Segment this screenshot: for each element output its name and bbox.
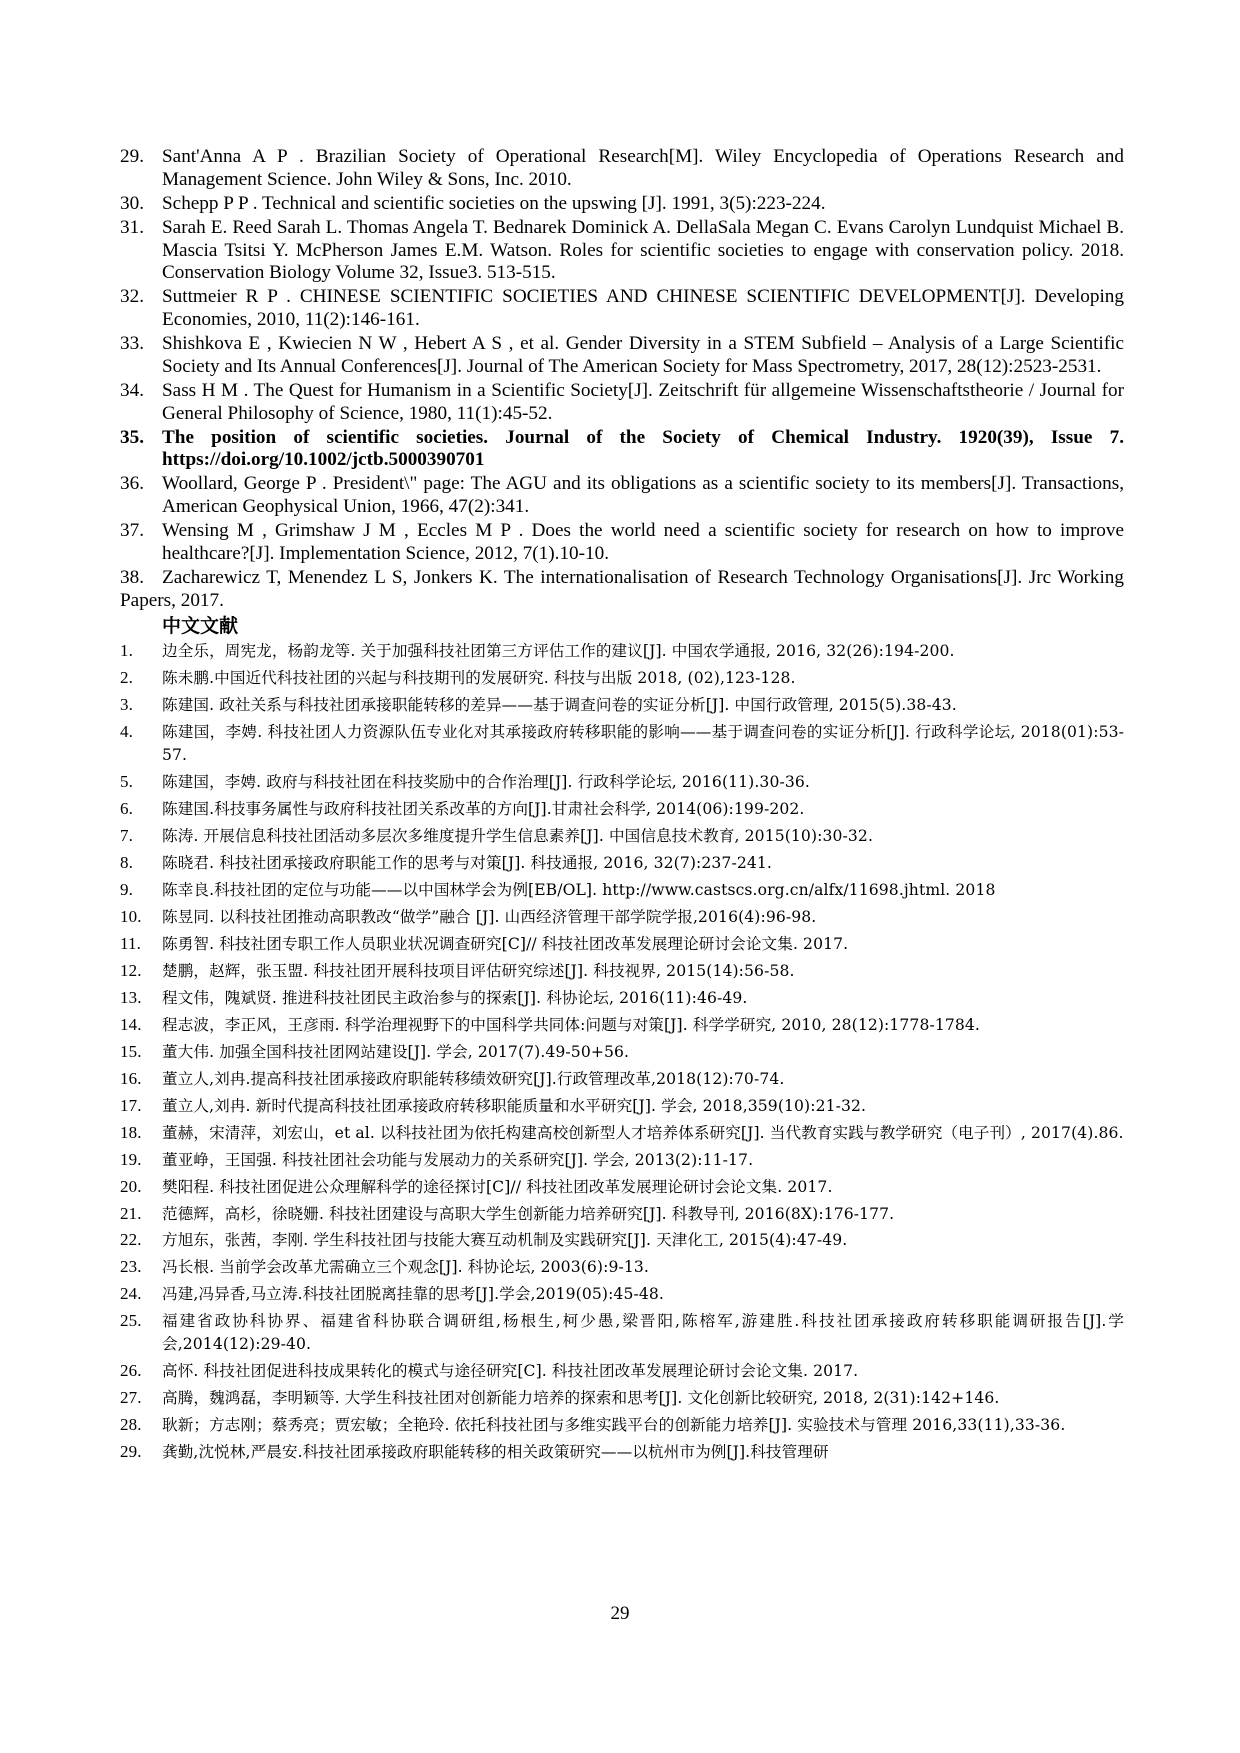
reference-item bbox=[120, 1229, 1124, 1252]
reference-number: 20. bbox=[120, 1176, 142, 1196]
reference-text: 陈建国. 政社关系与科技社团承接职能转移的差异——基于调查问卷的实证分析[J]. 中国行政管理, 2015(5).38-43. bbox=[162, 696, 957, 715]
reference-item bbox=[120, 146, 1124, 191]
reference-item bbox=[120, 1068, 1124, 1091]
reference-item bbox=[120, 1414, 1124, 1437]
reference-item bbox=[120, 933, 1124, 956]
reference-item bbox=[120, 473, 1124, 518]
reference-text: 龚勤,沈悦林,严晨安.科技社团承接政府职能转移的相关政策研究——以杭州市为例[J].科技管理研 bbox=[162, 1442, 829, 1461]
reference-text: 陈建国，李娉. 政府与科技社团在科技奖励中的合作治理[J]. 行政科学论坛, 2016(11).30-36. bbox=[162, 772, 810, 791]
page-number: 29 bbox=[610, 1603, 630, 1624]
reference-item bbox=[120, 520, 1124, 565]
reference-number: 17. bbox=[120, 1095, 142, 1115]
reference-text: 陈幸良.科技社团的定位与功能——以中国林学会为例[EB/OL]. http://www.castscs.org.cn/alfx/11698.jhtml. 2018 bbox=[162, 880, 996, 899]
reference-text: 陈涛. 开展信息科技社团活动多层次多维度提升学生信息素养[J]. 中国信息技术教育, 2015(10):30-32. bbox=[162, 826, 874, 845]
reference-item bbox=[120, 1360, 1124, 1383]
reference-number: 15. bbox=[120, 1041, 142, 1061]
reference-text: Sant'Anna A P . Brazilian Society of Operational Research[M]. Wiley Encyclopedia of Operations Research and Management Science. John Wiley & Sons, Inc. 2010. bbox=[162, 146, 1124, 190]
reference-item bbox=[120, 721, 1124, 766]
reference-item bbox=[120, 1441, 1124, 1464]
reference-number: 29. bbox=[120, 146, 144, 167]
reference-text: 冯长根. 当前学会改革尤需确立三个观念[J]. 科协论坛, 2003(6):9-13. bbox=[162, 1258, 649, 1277]
reference-item bbox=[120, 1014, 1124, 1037]
reference-text: Suttmeier R P . CHINESE SCIENTIFIC SOCIETIES AND CHINESE SCIENTIFIC DEVELOPMENT[J]. Developing Economies, 2010, 11(2):146-161. bbox=[162, 286, 1124, 330]
reference-number: 28. bbox=[120, 1414, 142, 1434]
reference-number: 1. bbox=[120, 641, 133, 661]
reference-text: 董立人,刘冉. 新时代提高科技社团承接政府转移职能质量和水平研究[J]. 学会, 2018,359(10):21-32. bbox=[162, 1096, 867, 1115]
reference-text: 董大伟. 加强全国科技社团网站建设[J]. 学会, 2017(7).49-50+56. bbox=[162, 1042, 630, 1061]
reference-number: 21. bbox=[120, 1203, 142, 1223]
reference-number: 7. bbox=[120, 825, 133, 845]
reference-text: 冯建,冯异香,马立涛.科技社团脱离挂靠的思考[J].学会,2019(05):45-48. bbox=[162, 1285, 664, 1304]
reference-item bbox=[120, 640, 1124, 663]
reference-list bbox=[120, 146, 1124, 1468]
reference-number: 19. bbox=[120, 1149, 142, 1169]
reference-item bbox=[120, 1122, 1124, 1145]
reference-item bbox=[120, 1041, 1124, 1064]
reference-item bbox=[120, 380, 1124, 425]
reference-number: 30. bbox=[120, 192, 144, 214]
reference-text: Sass H M . The Quest for Humanism in a Scientific Society[J]. Zeitschrift für allgemeine Wissenschaftstheorie / Journal for General Philosophy of Science, 1980, 11(1):45-52. bbox=[162, 379, 1124, 424]
reference-text: 楚鹏，赵辉，张玉盟. 科技社团开展科技项目评估研究综述[J]. 科技视界, 2015(14):56-58. bbox=[162, 961, 795, 980]
reference-number: 35. bbox=[120, 426, 144, 448]
reference-text: 陈昱同. 以科技社团推动高职教改“做学”融合 [J]. 山西经济管理干部学院学报,2016(4):96-98. bbox=[162, 907, 817, 926]
reference-item bbox=[120, 1310, 1124, 1355]
reference-item bbox=[120, 427, 1124, 472]
reference-item bbox=[120, 852, 1124, 875]
reference-item bbox=[120, 333, 1124, 378]
reference-number: 3. bbox=[120, 695, 133, 715]
reference-item bbox=[120, 771, 1124, 794]
reference-text: 方旭东，张茜，李刚. 学生科技社团与技能大赛互动机制及实践研究[J]. 天津化工, 2015(4):47-49. bbox=[162, 1231, 848, 1250]
reference-text: Wensing M , Grimshaw J M , Eccles M P . Does the world need a scientific society for research on how to improve healthcare?[J]. Implementation Science, 2012, 7(1).10-10. bbox=[162, 520, 1124, 564]
reference-text: 陈勇智. 科技社团专职工作人员职业状况调查研究[C]// 科技社团改革发展理论研讨会论文集. 2017. bbox=[162, 934, 849, 953]
reference-item bbox=[120, 694, 1124, 717]
reference-text: 董立人,刘冉.提高科技社团承接政府职能转移绩效研究[J].行政管理改革,2018(12):70-74. bbox=[162, 1069, 785, 1088]
reference-text: 陈晓君. 科技社团承接政府职能工作的思考与对策[J]. 科技通报, 2016, 32(7):237-241. bbox=[162, 853, 772, 872]
reference-number: 11. bbox=[120, 933, 141, 953]
reference-number: 9. bbox=[120, 879, 133, 899]
reference-text: 陈建国.科技事务属性与政府科技社团关系改革的方向[J].甘肃社会科学, 2014(06):199-202. bbox=[162, 799, 805, 818]
reference-item bbox=[120, 798, 1124, 821]
reference-number: 27. bbox=[120, 1388, 142, 1407]
reference-number: 18. bbox=[120, 1122, 142, 1142]
reference-item bbox=[120, 286, 1124, 331]
reference-item bbox=[120, 825, 1124, 848]
reference-item bbox=[120, 1203, 1124, 1226]
reference-number: 10. bbox=[120, 906, 142, 926]
reference-text: 樊阳程. 科技社团促进公众理解科学的途径探讨[C]// 科技社团改革发展理论研讨会论文集. 2017. bbox=[162, 1177, 833, 1196]
reference-number: 13. bbox=[120, 987, 142, 1007]
reference-number: 34. bbox=[120, 379, 144, 401]
reference-item bbox=[120, 1149, 1124, 1172]
reference-number: 29. bbox=[120, 1441, 142, 1461]
reference-number: 16. bbox=[120, 1068, 142, 1088]
reference-item bbox=[120, 1283, 1124, 1306]
reference-text: 陈未鹏.中国近代科技社团的兴起与科技期刊的发展研究. 科技与出版 2018, (02),123-128. bbox=[162, 669, 796, 688]
english-references bbox=[120, 146, 1124, 612]
reference-text: 高腾，魏鸿磊，李明颖等. 大学生科技社团对创新能力培养的探索和思考[J]. 文化创新比较研究, 2018, 2(31):142+146. bbox=[162, 1389, 1000, 1407]
reference-text: Woollard, George P . President\" page: The AGU and its obligations as a scientific society to its members[J]. Transactions, American Geophysical Union, 1966, 47(2):341. bbox=[162, 473, 1124, 518]
reference-number: 37. bbox=[120, 520, 144, 542]
reference-number: 6. bbox=[120, 798, 133, 818]
reference-number: 26. bbox=[120, 1361, 142, 1381]
reference-item bbox=[120, 960, 1124, 983]
reference-item bbox=[120, 1176, 1124, 1199]
reference-item bbox=[120, 1095, 1124, 1118]
reference-text: The position of scientific societies. Journal of the Society of Chemical Industry. 1920(39), Issue 7. https://doi.org/10.1002/jctb.5000390701 bbox=[162, 426, 1124, 471]
reference-item bbox=[120, 987, 1124, 1010]
reference-number: 23. bbox=[120, 1257, 142, 1277]
reference-number: 32. bbox=[120, 286, 144, 308]
reference-number: 38. bbox=[120, 567, 144, 589]
reference-text: 范德辉，高杉，徐晓姗. 科技社团建设与高职大学生创新能力培养研究[J]. 科教导刊, 2016(8X):176-177. bbox=[162, 1204, 895, 1223]
reference-text: Sarah E. Reed Sarah L. Thomas Angela T. Bednarek Dominick A. DellaSala Megan C. Evans Carolyn Lundquist Michael B. Mascia Tsitsi Y. McPherson James E.M. Watson. Roles for scientific societies to engage with conservation policy. 2018. Conservation Biology Volume 32, Issue3. 513-515. bbox=[162, 216, 1124, 284]
chinese-references bbox=[120, 640, 1124, 1463]
reference-text: 福建省政协科协界、福建省科协联合调研组,杨根生,柯少愚,梁晋阳,陈榕军,游建胜.科技社团承接政府转移职能调研报告[J].学会,2014(12):29-40. bbox=[162, 1312, 1124, 1354]
reference-number: 4. bbox=[120, 722, 133, 742]
reference-item bbox=[120, 667, 1124, 690]
reference-item bbox=[120, 217, 1124, 285]
reference-text: 高怀. 科技社团促进科技成果转化的模式与途径研究[C]. 科技社团改革发展理论研讨会论文集. 2017. bbox=[162, 1362, 859, 1381]
reference-item bbox=[120, 879, 1124, 902]
reference-number: 33. bbox=[120, 333, 144, 355]
reference-item bbox=[120, 906, 1124, 929]
reference-text: 董亚峥，王国强. 科技社团社会功能与发展动力的关系研究[J]. 学会, 2013(2):11-17. bbox=[162, 1150, 754, 1169]
reference-text: Zacharewicz T, Menendez L S, Jonkers K. The internationalisation of Research Technology Organisations[J]. Jrc Working Papers, 2017. bbox=[120, 567, 1124, 611]
reference-number: 22. bbox=[120, 1230, 142, 1250]
reference-number: 8. bbox=[120, 852, 133, 872]
reference-item bbox=[120, 1387, 1124, 1410]
reference-text: Schepp P P . Technical and scientific societies on the upswing [J]. 1991, 3(5):223-224. bbox=[162, 192, 826, 214]
reference-number: 36. bbox=[120, 473, 144, 495]
reference-text: 董赫，宋清萍，刘宏山，et al. 以科技社团为依托构建高校创新型人才培养体系研究[J]. 当代教育实践与教学研究（电子刊）, 2017(4).86. bbox=[162, 1123, 1124, 1142]
chinese-references-heading: 中文文献 bbox=[162, 615, 239, 638]
reference-number: 2. bbox=[120, 668, 133, 688]
reference-number: 12. bbox=[120, 960, 142, 980]
reference-item bbox=[120, 567, 1124, 612]
reference-number: 14. bbox=[120, 1014, 142, 1034]
reference-text: 程文伟，隗斌贤. 推进科技社团民主政治参与的探索[J]. 科协论坛, 2016(11):46-49. bbox=[162, 988, 748, 1007]
reference-text: 陈建国，李娉. 科技社团人力资源队伍专业化对其承接政府转移职能的影响——基于调查问卷的实证分析[J]. 行政科学论坛, 2018(01):53-57. bbox=[162, 723, 1124, 764]
reference-text: 程志波，李正风，王彦雨. 科学治理视野下的中国科学共同体:问题与对策[J]. 科学学研究, 2010, 28(12):1778-1784. bbox=[162, 1015, 980, 1034]
reference-number: 31. bbox=[120, 216, 144, 238]
reference-text: 边全乐，周宪龙，杨韵龙等. 关于加强科技社团第三方评估工作的建议[J]. 中国农学通报, 2016, 32(26):194-200. bbox=[162, 642, 955, 661]
reference-number: 25. bbox=[120, 1311, 142, 1331]
reference-item bbox=[120, 193, 1124, 216]
reference-item bbox=[120, 1256, 1124, 1279]
reference-text: Shishkova E , Kwiecien N W , Hebert A S , et al. Gender Diversity in a STEM Subfield – Analysis of a Large Scientific Society and Its Annual Conferences[J]. Journal of The American Society for Mass Spectrometry, 2017, 28(12):2523-2531. bbox=[162, 333, 1124, 377]
reference-text: 耿新；方志刚；蔡秀亮；贾宏敏；全艳玲. 依托科技社团与多维实践平台的创新能力培养[J]. 实验技术与管理 2016,33(11),33-36. bbox=[162, 1415, 1066, 1434]
reference-number: 5. bbox=[120, 771, 133, 791]
reference-number: 24. bbox=[120, 1284, 142, 1304]
